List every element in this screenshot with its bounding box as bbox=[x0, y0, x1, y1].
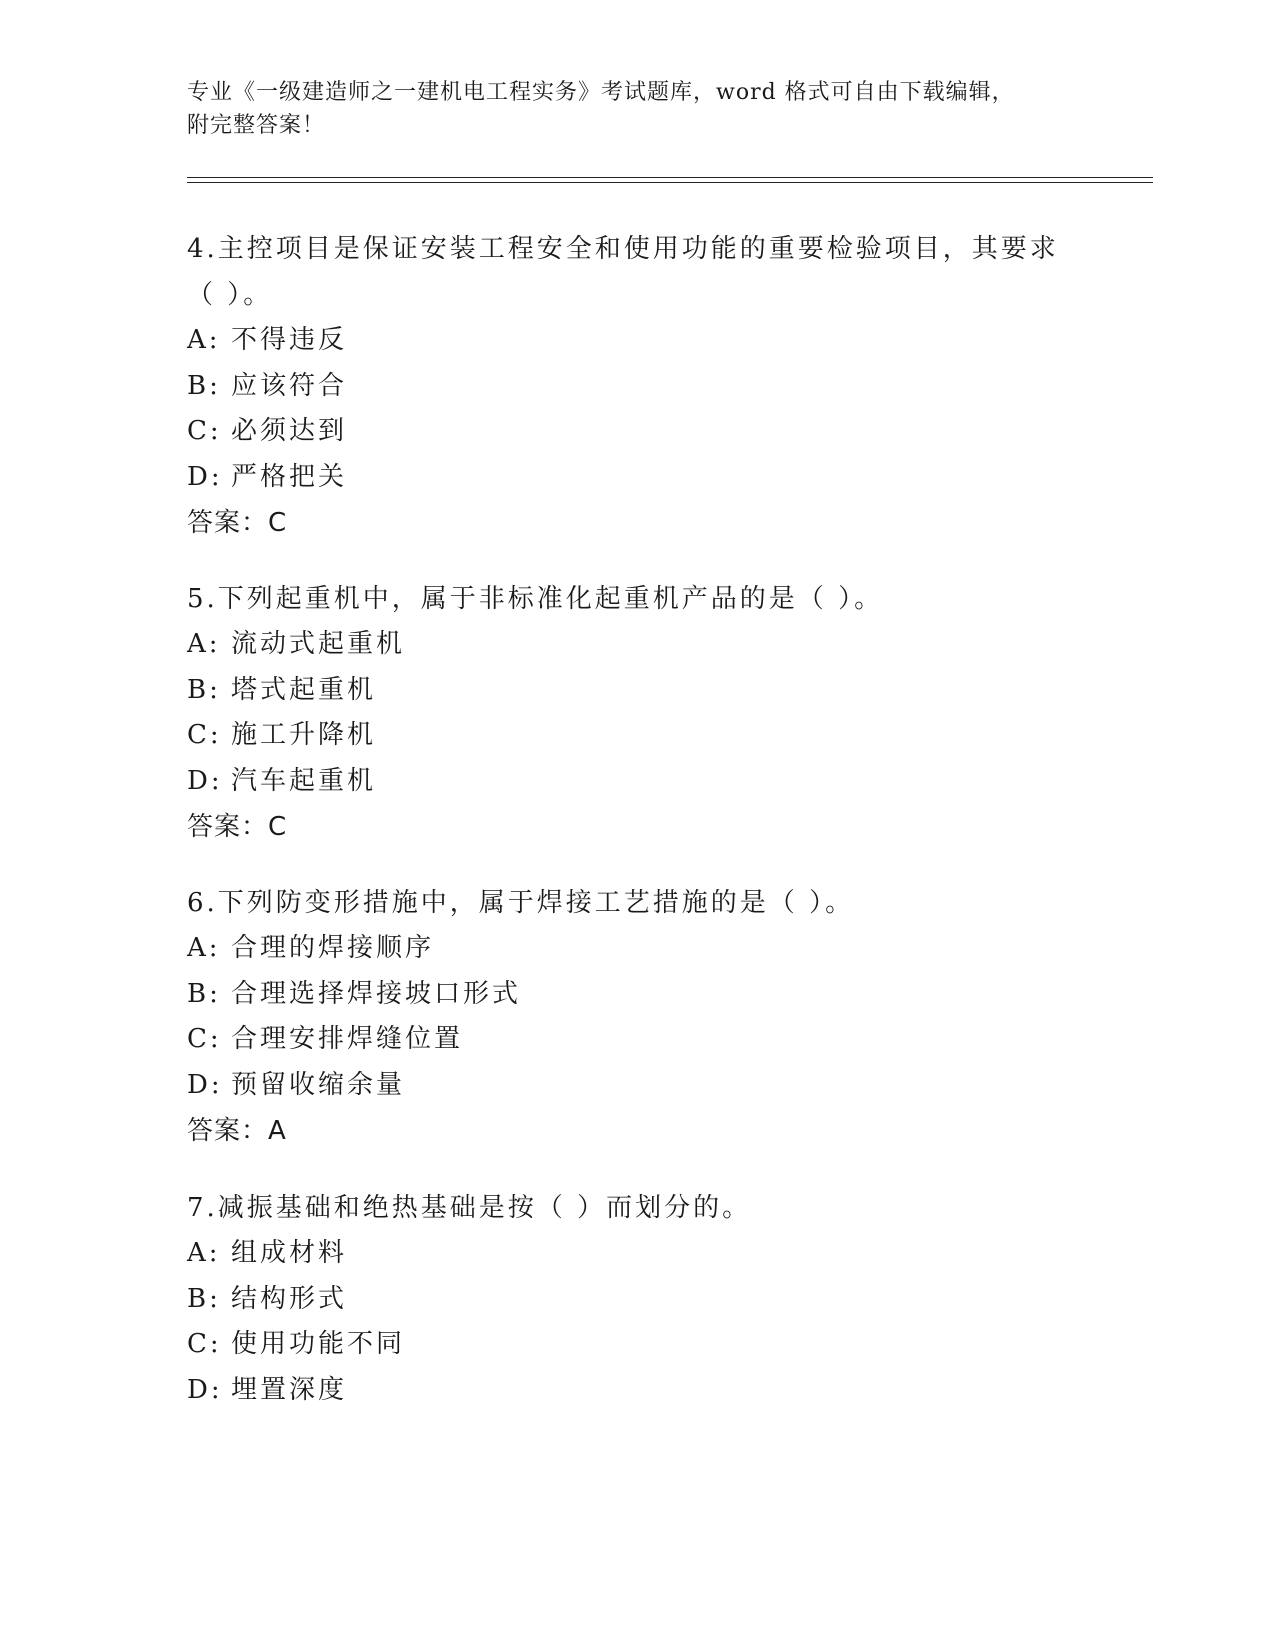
option-key: A: bbox=[187, 325, 221, 355]
option-text: 结构形式 bbox=[231, 1283, 348, 1314]
answer: 答案：C bbox=[187, 812, 288, 842]
option-text: 埋置深度 bbox=[231, 1374, 348, 1405]
option-a bbox=[187, 926, 1087, 972]
header-line-1: 专业《一级建造师之一建机电工程实务》考试题库，word 格式可自由下载编辑， bbox=[187, 80, 1015, 105]
option-b bbox=[187, 668, 1087, 714]
option-text: 塔式起重机 bbox=[231, 674, 377, 705]
option-b bbox=[187, 1277, 1087, 1323]
option-key: C: bbox=[187, 416, 222, 446]
option-a bbox=[187, 622, 1087, 668]
option-key: C: bbox=[187, 720, 222, 750]
question-stem-continued: （ ）。 bbox=[187, 280, 273, 310]
option-text: 流动式起重机 bbox=[231, 629, 406, 659]
header-line-2: 附完整答案！ bbox=[187, 113, 326, 138]
option-b bbox=[187, 972, 1087, 1018]
option-key: D: bbox=[187, 1069, 223, 1100]
option-text: 应该符合 bbox=[231, 370, 348, 401]
question-stem: 7.减振基础和绝热基础是按（ ）而划分的。 bbox=[187, 1193, 752, 1223]
option-b bbox=[187, 364, 1087, 410]
option-text: 不得违反 bbox=[231, 325, 348, 355]
option-c bbox=[187, 1322, 1087, 1368]
option-key: A: bbox=[187, 933, 221, 963]
option-d bbox=[187, 455, 1087, 501]
option-d bbox=[187, 759, 1087, 805]
option-key: B: bbox=[187, 978, 221, 1009]
option-text: 使用功能不同 bbox=[231, 1329, 406, 1359]
option-key: B: bbox=[187, 674, 221, 705]
option-text: 严格把关 bbox=[231, 461, 348, 492]
option-key: D: bbox=[187, 461, 223, 492]
question-5 bbox=[187, 576, 1087, 850]
option-text: 预留收缩余量 bbox=[231, 1069, 406, 1100]
option-text: 必须达到 bbox=[231, 416, 348, 446]
question-stem: 4.主控项目是保证安装工程安全和使用功能的重要检验项目，其要求 bbox=[187, 234, 1059, 264]
header-divider-bottom bbox=[187, 182, 1153, 183]
option-text: 合理的焊接顺序 bbox=[231, 933, 435, 963]
option-a bbox=[187, 1231, 1087, 1277]
option-d bbox=[187, 1063, 1087, 1109]
option-text: 合理安排焊缝位置 bbox=[231, 1024, 464, 1054]
option-key: A: bbox=[187, 1238, 221, 1268]
option-key: C: bbox=[187, 1329, 222, 1359]
option-key: B: bbox=[187, 370, 221, 401]
header-divider-top bbox=[187, 177, 1153, 178]
option-text: 组成材料 bbox=[231, 1238, 348, 1268]
question-6 bbox=[187, 880, 1087, 1154]
option-text: 汽车起重机 bbox=[231, 765, 377, 796]
option-c bbox=[187, 1017, 1087, 1063]
option-key: D: bbox=[187, 1374, 223, 1405]
option-key: A: bbox=[187, 629, 221, 659]
answer: 答案：C bbox=[187, 508, 288, 538]
option-key: D: bbox=[187, 765, 223, 796]
option-d bbox=[187, 1368, 1087, 1414]
option-c bbox=[187, 713, 1087, 759]
option-text: 合理选择焊接坡口形式 bbox=[231, 978, 522, 1009]
answer: 答案：A bbox=[187, 1116, 287, 1146]
question-7 bbox=[187, 1185, 1087, 1413]
option-text: 施工升降机 bbox=[231, 720, 377, 750]
option-a bbox=[187, 318, 1087, 364]
question-stem: 6.下列防变形措施中，属于焊接工艺措施的是（ ）。 bbox=[187, 888, 855, 918]
document-header bbox=[187, 76, 1067, 142]
question-stem: 5.下列起重机中，属于非标准化起重机产品的是（ ）。 bbox=[187, 584, 884, 614]
option-key: B: bbox=[187, 1283, 221, 1314]
option-key: C: bbox=[187, 1024, 222, 1054]
question-4 bbox=[187, 226, 1087, 546]
option-c bbox=[187, 409, 1087, 455]
